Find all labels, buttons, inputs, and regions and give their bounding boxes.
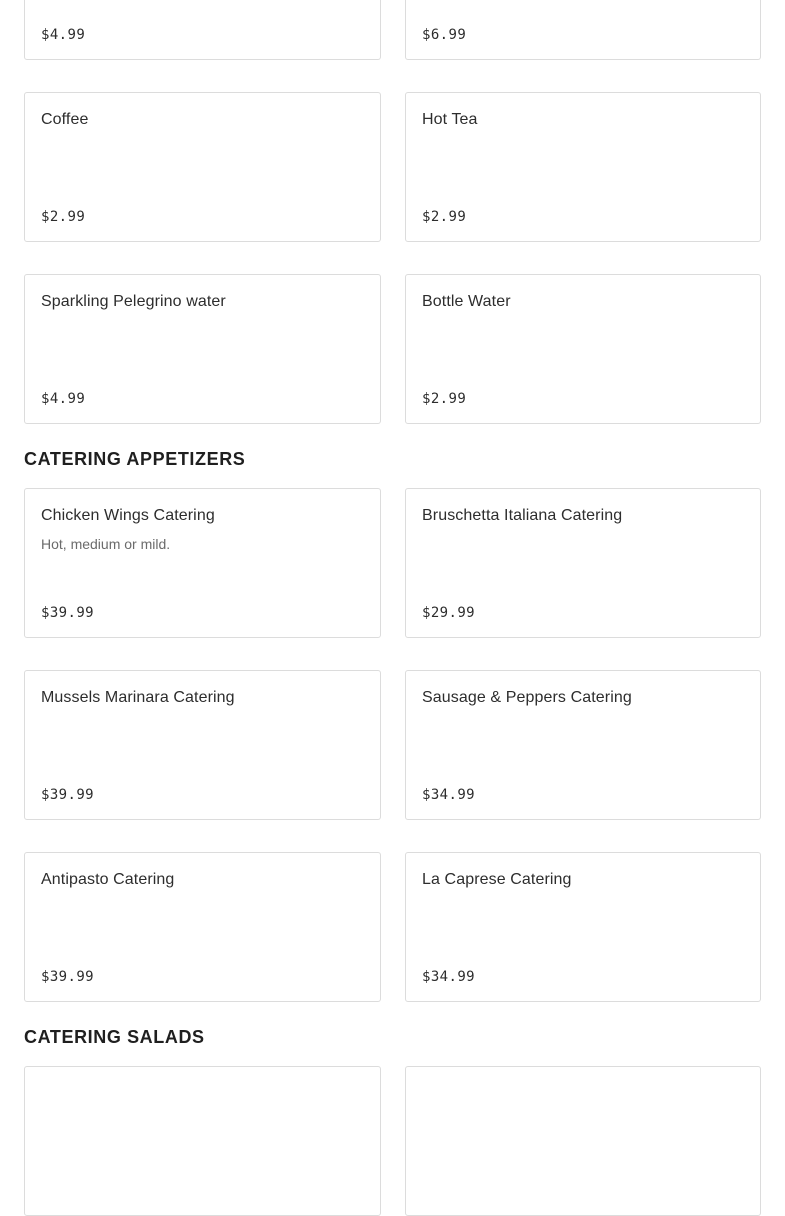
section-title-catering-appetizers: CATERING APPETIZERS [24, 449, 246, 469]
menu-item-price: $29.99 [422, 605, 475, 621]
menu-item-price: $4.99 [41, 27, 86, 43]
menu-item-name: Mussels Marinara Catering [41, 689, 235, 706]
menu-item-name: Chicken Wings Catering [41, 507, 215, 524]
menu-item-price: $2.99 [422, 209, 467, 225]
menu-item-description: Hot, medium or mild. [41, 536, 171, 552]
section-title-catering-salads: CATERING SALADS [24, 1027, 205, 1047]
menu-item-price: $4.99 [41, 391, 86, 407]
menu-item-card[interactable] [24, 670, 381, 820]
menu-item-card[interactable] [405, 488, 761, 638]
menu-item-card[interactable] [24, 488, 381, 638]
menu-item-card[interactable] [405, 670, 761, 820]
menu-item-card[interactable] [24, 0, 381, 60]
menu-item-card[interactable] [24, 852, 381, 1002]
menu-item-price: $6.99 [422, 27, 467, 43]
menu-item-name: Bruschetta Italiana Catering [422, 507, 623, 524]
menu-item-name: La Caprese Catering [422, 871, 572, 888]
menu-item-price: $39.99 [41, 969, 94, 985]
menu-item-card[interactable] [405, 274, 761, 424]
menu-item-price: $2.99 [41, 209, 86, 225]
menu-item-name: Hot Tea [422, 111, 478, 128]
menu-item-card[interactable] [405, 92, 761, 242]
menu-item-name: Coffee [41, 111, 89, 128]
menu-item-card[interactable] [405, 0, 761, 60]
menu-item-price: $34.99 [422, 787, 475, 803]
menu-item-name: Bottle Water [422, 293, 511, 310]
menu-item-card[interactable] [24, 92, 381, 242]
menu-item-card[interactable] [405, 852, 761, 1002]
menu-item-name: Sausage & Peppers Catering [422, 689, 632, 706]
menu-item-price: $39.99 [41, 787, 94, 803]
menu-item-price: $2.99 [422, 391, 467, 407]
menu-item-price: $34.99 [422, 969, 475, 985]
menu-item-name: Sparkling Pelegrino water [41, 293, 226, 310]
menu-item-name: Antipasto Catering [41, 871, 175, 888]
menu-item-price: $39.99 [41, 605, 94, 621]
menu-item-card[interactable] [24, 274, 381, 424]
